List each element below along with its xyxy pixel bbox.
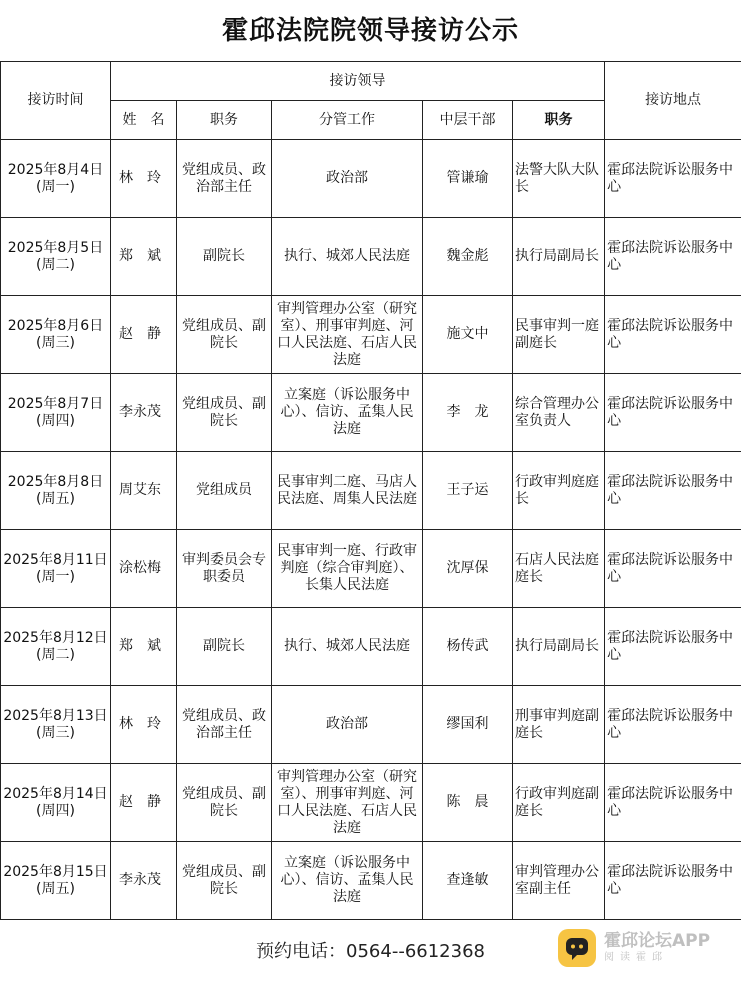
cell-position: 党组成员、副院长 [177,296,272,374]
header-location: 接访地点 [605,62,741,140]
weekday-text: (周二) [36,256,75,273]
cell-location: 霍邱法院诉讼服务中心 [605,140,741,218]
date-text: 2025年8月5日 [7,239,104,256]
watermark-app-name: 霍邱论坛APP [604,931,711,951]
cell-duties: 政治部 [272,686,423,764]
cell-name: 林 玲 [111,140,177,218]
weekday-text: (周二) [36,646,75,663]
cell-cadre-position: 法警大队大队长 [513,140,605,218]
header-leaders: 接访领导 [111,62,605,101]
cell-cadre-position: 石店人民法庭庭长 [513,530,605,608]
cell-duties: 立案庭（诉讼服务中心）、信访、孟集人民法庭 [272,374,423,452]
watermark-subtitle: 阅读霍邱 [604,952,668,963]
cell-position: 党组成员、副院长 [177,374,272,452]
cell-duties: 审判管理办公室（研究室）、刑事审判庭、河口人民法庭、石店人民法庭 [272,296,423,374]
cell-duties: 执行、城郊人民法庭 [272,608,423,686]
cell-position: 副院长 [177,608,272,686]
cell-duties: 立案庭（诉讼服务中心）、信访、孟集人民法庭 [272,842,423,920]
cell-name: 赵 静 [111,764,177,842]
cell-location: 霍邱法院诉讼服务中心 [605,452,741,530]
cell-name: 周艾东 [111,452,177,530]
cell-position: 审判委员会专职委员 [177,530,272,608]
cell-cadre: 魏金彪 [423,218,513,296]
table-row [1,140,741,218]
header-name: 姓 名 [111,101,177,140]
cell-date [1,296,111,374]
chat-bubble-icon [558,929,596,967]
table-row [1,374,741,452]
date-text: 2025年8月13日 [3,707,108,724]
cell-position: 党组成员 [177,452,272,530]
table-row [1,530,741,608]
cell-cadre-position: 综合管理办公室负责人 [513,374,605,452]
cell-location: 霍邱法院诉讼服务中心 [605,764,741,842]
date-text: 2025年8月12日 [3,629,108,646]
cell-name: 李永茂 [111,842,177,920]
cell-cadre: 陈 晨 [423,764,513,842]
header-row-1 [1,62,741,101]
cell-location: 霍邱法院诉讼服务中心 [605,374,741,452]
header-middle-cadre: 中层干部 [423,101,513,140]
cell-name: 郑 斌 [111,218,177,296]
date-text: 2025年8月4日 [7,161,104,178]
date-text: 2025年8月8日 [7,473,104,490]
weekday-text: (周一) [36,568,75,585]
cell-cadre-position: 民事审判一庭副庭长 [513,296,605,374]
weekday-text: (周五) [36,490,75,507]
cell-name: 赵 静 [111,296,177,374]
cell-name: 林 玲 [111,686,177,764]
cell-location: 霍邱法院诉讼服务中心 [605,296,741,374]
page-title: 霍邱法院院领导接访公示 [221,16,519,46]
cell-cadre-position: 执行局副局长 [513,218,605,296]
header-time: 接访时间 [1,62,111,140]
cell-date [1,842,111,920]
date-text: 2025年8月6日 [7,317,104,334]
cell-position: 党组成员、政治部主任 [177,686,272,764]
cell-date [1,140,111,218]
cell-cadre-position: 行政审判庭副庭长 [513,764,605,842]
cell-position: 党组成员、副院长 [177,842,272,920]
cell-cadre-position: 刑事审判庭副庭长 [513,686,605,764]
weekday-text: (周三) [36,334,75,351]
weekday-text: (周五) [36,880,75,897]
cell-name: 李永茂 [111,374,177,452]
table-row [1,452,741,530]
cell-location: 霍邱法院诉讼服务中心 [605,530,741,608]
cell-duties: 审判管理办公室（研究室）、刑事审判庭、河口人民法庭、石店人民法庭 [272,764,423,842]
weekday-text: (周四) [36,802,75,819]
cell-location: 霍邱法院诉讼服务中心 [605,686,741,764]
cell-position: 副院长 [177,218,272,296]
header-duties: 分管工作 [272,101,423,140]
weekday-text: (周四) [36,412,75,429]
cell-duties: 执行、城郊人民法庭 [272,218,423,296]
table-row [1,842,741,920]
cell-date [1,686,111,764]
cell-cadre: 缪国利 [423,686,513,764]
table-row [1,764,741,842]
cell-cadre: 查逢敏 [423,842,513,920]
cell-cadre: 杨传武 [423,608,513,686]
cell-cadre-position: 行政审判庭庭长 [513,452,605,530]
cell-name: 郑 斌 [111,608,177,686]
header-position: 职务 [177,101,272,140]
phone-label: 预约电话： [256,941,347,962]
cell-cadre: 管谦瑜 [423,140,513,218]
cell-date [1,218,111,296]
cell-location: 霍邱法院诉讼服务中心 [605,218,741,296]
phone-number: 0564--6612368 [346,941,485,962]
cell-location: 霍邱法院诉讼服务中心 [605,608,741,686]
table-row [1,608,741,686]
date-text: 2025年8月14日 [3,785,108,802]
cell-name: 涂松梅 [111,530,177,608]
weekday-text: (周三) [36,724,75,741]
cell-date [1,530,111,608]
cell-cadre: 沈厚保 [423,530,513,608]
date-text: 2025年8月11日 [3,551,108,568]
cell-date [1,374,111,452]
cell-date [1,452,111,530]
cell-cadre: 王子运 [423,452,513,530]
cell-position: 党组成员、政治部主任 [177,140,272,218]
cell-position: 党组成员、副院长 [177,764,272,842]
weekday-text: (周一) [36,178,75,195]
cell-duties: 政治部 [272,140,423,218]
cell-date [1,608,111,686]
app-watermark [558,924,738,972]
cell-cadre: 李 龙 [423,374,513,452]
cell-cadre: 施文中 [423,296,513,374]
cell-cadre-position: 审判管理办公室副主任 [513,842,605,920]
reception-schedule-table [0,61,741,920]
table-row [1,218,741,296]
date-text: 2025年8月7日 [7,395,104,412]
cell-cadre-position: 执行局副局长 [513,608,605,686]
cell-duties: 民事审判二庭、马店人民法庭、周集人民法庭 [272,452,423,530]
table-row [1,296,741,374]
cell-duties: 民事审判一庭、行政审判庭（综合审判庭）、长集人民法庭 [272,530,423,608]
table-row [1,686,741,764]
cell-location: 霍邱法院诉讼服务中心 [605,842,741,920]
date-text: 2025年8月15日 [3,863,108,880]
cell-date [1,764,111,842]
header-cadre-position: 职务 [513,101,605,140]
